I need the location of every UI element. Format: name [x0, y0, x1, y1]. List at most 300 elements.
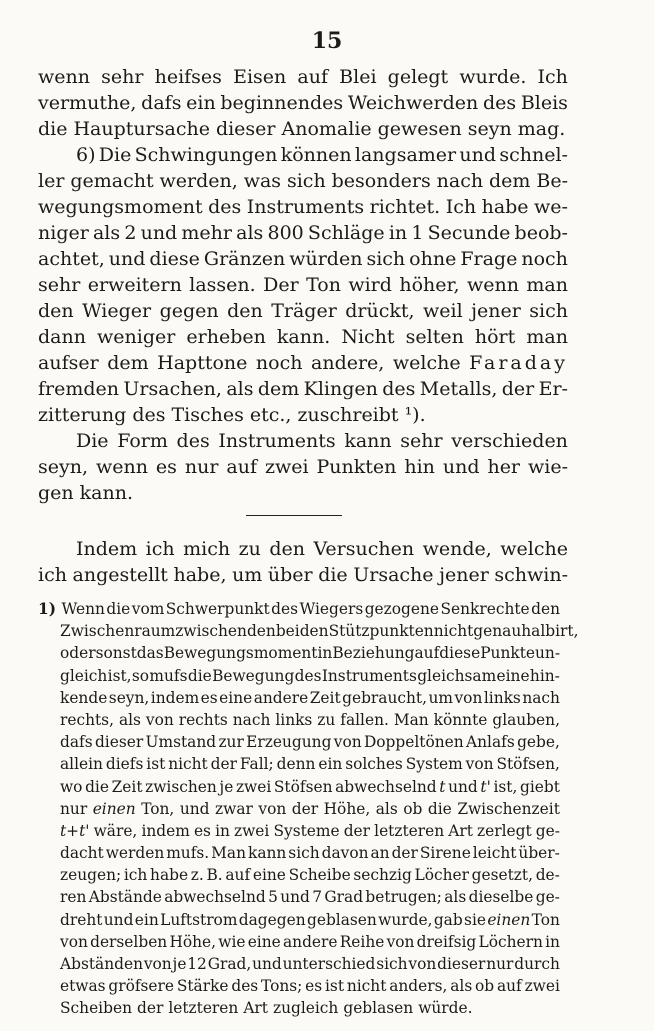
word: Ton: [306, 274, 341, 296]
word: nicht: [168, 755, 208, 774]
word: mehr: [181, 222, 232, 244]
word: eine: [219, 688, 253, 707]
word: sechzig: [353, 866, 412, 885]
word: ein: [186, 92, 216, 114]
word: nur: [60, 799, 88, 818]
word: von: [465, 755, 494, 774]
word: ohne: [409, 248, 457, 270]
word: Wiegers: [299, 600, 364, 618]
word: sich: [376, 955, 408, 973]
word: Art: [243, 999, 268, 1018]
word: richtet.: [369, 196, 441, 218]
word: würden: [289, 248, 363, 270]
word: Sirene: [419, 844, 471, 863]
text-line: [38, 90, 568, 116]
word: links: [483, 688, 521, 707]
word: würde.: [418, 999, 473, 1018]
word: ob: [475, 977, 495, 996]
word: Ton,: [141, 799, 175, 818]
word: nach: [436, 170, 484, 192]
word: nur: [486, 955, 514, 973]
word: jener: [439, 564, 489, 586]
text-line: [38, 116, 568, 142]
word: der: [343, 821, 371, 840]
word: des: [294, 666, 322, 685]
word: dieselbe: [468, 888, 534, 907]
word: den: [38, 300, 74, 322]
word: hin-: [529, 666, 560, 685]
text-line: [38, 480, 568, 506]
word: letzteren: [168, 999, 239, 1018]
word: den: [246, 622, 276, 641]
word: besonders: [331, 170, 431, 192]
word: vom: [131, 600, 165, 618]
word: Ton: [531, 910, 560, 929]
word: zwar: [215, 799, 253, 818]
word: erweitern: [87, 274, 182, 296]
word: we-: [534, 196, 568, 218]
word: als: [375, 799, 398, 818]
word: ge-: [535, 821, 560, 840]
word: könnte: [433, 710, 488, 729]
word: Luftstrom: [160, 910, 238, 929]
separator-rule: [246, 515, 342, 516]
text-line: [38, 298, 568, 324]
word: Tons;: [261, 977, 303, 996]
word: wurde,: [378, 910, 433, 929]
word: Versuchen: [313, 538, 415, 560]
word: zu: [238, 538, 261, 560]
word: eine: [247, 932, 281, 951]
word: de-: [535, 866, 560, 885]
word: ler: [38, 170, 65, 192]
word: Die: [76, 430, 109, 452]
word: jener: [471, 300, 521, 322]
word: indem: [150, 688, 200, 707]
word: gab: [433, 910, 463, 929]
footnote-line: [38, 776, 560, 798]
word: wird: [348, 274, 392, 296]
word: einen: [487, 910, 531, 929]
word: Grad: [324, 888, 364, 907]
word: zwei: [524, 977, 560, 996]
word: Wieger: [82, 300, 152, 322]
word: anders,: [389, 977, 448, 996]
footnote-line: [38, 753, 560, 775]
word: nur: [184, 456, 219, 478]
word: t': [480, 777, 491, 796]
word: die: [318, 564, 348, 586]
footnote-line: [38, 687, 560, 709]
word: Gränzen: [203, 248, 286, 270]
word: auf: [496, 977, 522, 996]
word: Ursache: [353, 564, 434, 586]
word: in: [215, 821, 230, 840]
word: von: [258, 799, 287, 818]
word: sehr: [38, 274, 81, 296]
word: hin: [404, 456, 435, 478]
word: vermuthe,: [38, 92, 137, 114]
word: Löcher: [414, 866, 469, 885]
word: Bleis: [520, 92, 568, 114]
word: sich: [288, 844, 320, 863]
word: Tisches: [171, 404, 244, 426]
word: sich: [529, 300, 568, 322]
word: sie: [464, 910, 486, 929]
word: rechts: [178, 710, 228, 729]
word: Abständen: [60, 955, 144, 973]
word: es: [305, 977, 323, 996]
word: indem: [141, 821, 190, 840]
word: selten: [405, 326, 464, 348]
text-line: [38, 350, 568, 376]
word: und: [108, 248, 146, 270]
word: dafs: [60, 733, 93, 752]
word: drückt,: [345, 300, 415, 322]
footnote-line: [38, 931, 560, 953]
word: Träger: [271, 300, 337, 322]
section-separator: [246, 509, 342, 523]
word: ist,: [107, 666, 132, 685]
word: von: [145, 710, 174, 729]
word: Der: [263, 274, 299, 296]
text-line: [38, 168, 568, 194]
footnote-line: [38, 886, 560, 908]
word: angestellt: [72, 564, 168, 586]
word: wie: [218, 932, 246, 951]
body-text-continued: [38, 536, 568, 588]
word: werden,: [159, 170, 238, 192]
word: Klingen: [303, 378, 378, 400]
word: man: [526, 326, 568, 348]
word: als: [226, 378, 254, 400]
word: des: [132, 404, 166, 426]
word: dreht: [60, 910, 103, 929]
word: seyn,: [38, 456, 89, 478]
word: Punkten: [316, 456, 397, 478]
word: wie-: [527, 456, 568, 478]
word: dieser: [437, 955, 486, 973]
text-line: [38, 142, 568, 168]
word: zwei: [235, 777, 272, 796]
word: Zeit: [111, 777, 143, 796]
word: Frage: [460, 248, 518, 270]
word: so: [131, 666, 150, 685]
word: zwischen: [175, 622, 247, 641]
footnote-line: [38, 798, 560, 820]
text-line: [38, 376, 568, 402]
word: die: [106, 600, 131, 618]
word: ich: [38, 564, 67, 586]
word: den: [269, 538, 305, 560]
word: welche: [392, 352, 461, 374]
word: von: [333, 733, 362, 752]
word: dafs: [141, 92, 182, 114]
text-line: [38, 246, 568, 272]
word: der: [391, 844, 418, 863]
word: ist: [325, 977, 345, 996]
footnote-line: [38, 997, 560, 1019]
word: andere,: [311, 352, 385, 374]
word: den: [531, 600, 560, 618]
word: Höhe,: [169, 932, 217, 951]
word: fallen.: [340, 710, 389, 729]
word: Grad,: [207, 955, 252, 973]
word: Umstand: [145, 733, 217, 752]
word: Ich: [445, 196, 477, 218]
word: dem: [489, 170, 531, 192]
word: Fall;: [239, 755, 274, 774]
word: Be-: [536, 170, 568, 192]
text-line: [38, 536, 568, 562]
word: gewesen: [377, 118, 462, 140]
word: und: [103, 910, 134, 929]
text-line: [38, 402, 568, 428]
word: auf: [414, 644, 440, 663]
word: etwas: [60, 977, 106, 996]
word: gezogene: [364, 600, 440, 618]
word: Löchern: [478, 932, 543, 951]
word: Erzeugung: [246, 733, 332, 752]
word: Punkte: [480, 644, 535, 663]
word: wenn: [38, 66, 90, 88]
footnote-marker: 1): [38, 600, 56, 618]
word: zwei: [264, 456, 309, 478]
word: Scheibe: [288, 866, 351, 885]
word: Art: [448, 821, 473, 840]
body-text: [38, 64, 568, 506]
word: wo: [60, 777, 83, 796]
word: werden: [105, 844, 165, 863]
word: Wenn: [61, 600, 105, 618]
word: wegungsmoment: [38, 196, 203, 218]
word: sehr: [101, 66, 144, 88]
word: letzteren: [374, 821, 445, 840]
word: abwechselnd: [335, 777, 437, 796]
text-line: [38, 64, 568, 90]
word: Die: [98, 144, 132, 166]
word: der: [501, 378, 535, 400]
word: Bewegungsmoment: [163, 644, 318, 663]
word: ¹).: [404, 404, 426, 426]
word: welche: [500, 538, 568, 560]
word: wenn: [466, 274, 519, 296]
word: genau: [473, 622, 522, 641]
footnote-line: [38, 975, 560, 997]
word: links: [275, 710, 313, 729]
word: nicht: [346, 977, 387, 996]
word: auf: [225, 866, 251, 885]
word: gleichsam: [417, 666, 497, 685]
word: einen: [92, 799, 136, 818]
word: von: [454, 688, 483, 707]
word: mufs.: [166, 844, 210, 863]
word: ge-: [535, 888, 560, 907]
word: davon: [321, 844, 369, 863]
word: Secunde: [427, 222, 511, 244]
word: unterschied: [282, 955, 376, 973]
word: und: [459, 144, 497, 166]
word: B.: [206, 866, 223, 885]
word: un-: [535, 644, 561, 663]
word: mufs: [149, 666, 188, 685]
word: dem: [107, 352, 149, 374]
word: etc.,: [249, 404, 292, 426]
page-number: 15: [311, 28, 343, 54]
word: an: [370, 844, 390, 863]
word: Schwingungen: [134, 144, 278, 166]
word: Senkrechte: [440, 600, 530, 618]
word: es: [155, 456, 177, 478]
word: Man: [393, 710, 429, 729]
word: Weichwerden: [347, 92, 479, 114]
word: wurde.: [459, 66, 527, 88]
word: kann.: [276, 326, 331, 348]
word: leicht: [472, 844, 517, 863]
word: geblasen: [306, 910, 377, 929]
word: ren: [60, 888, 87, 907]
word: fremden: [38, 378, 120, 400]
footnote-line: [38, 620, 579, 642]
word: solches: [345, 755, 403, 774]
word: hört: [474, 326, 516, 348]
word: diese: [149, 248, 200, 270]
word: System: [405, 755, 463, 774]
word: wende,: [422, 538, 492, 560]
word: von: [408, 955, 437, 973]
word: verschieden: [451, 430, 568, 452]
word: dreifsig: [416, 932, 477, 951]
word: von: [386, 932, 415, 951]
word: den: [227, 300, 263, 322]
word: und: [140, 222, 178, 244]
word: Beziehung: [332, 644, 415, 663]
text-line: [38, 454, 568, 480]
word: zwischen: [145, 777, 217, 796]
word: heifses: [154, 66, 222, 88]
word: rechts,: [60, 710, 114, 729]
word: die: [38, 118, 68, 140]
word: beob-: [514, 222, 568, 244]
word: dieser: [94, 733, 144, 752]
word: eine: [252, 866, 286, 885]
word: die: [85, 777, 109, 796]
word: je: [172, 955, 187, 973]
text-line: [38, 562, 568, 588]
word: Instruments: [321, 666, 417, 685]
word: Systeme: [273, 821, 340, 840]
word: langsamer: [354, 144, 457, 166]
word: durch: [514, 955, 560, 973]
word: Stärke: [176, 977, 229, 996]
word: denn: [276, 755, 316, 774]
word: noch: [521, 248, 568, 270]
word: zerlegt: [477, 821, 532, 840]
word: die: [427, 799, 452, 818]
footnote: [38, 598, 579, 1020]
word: zitterung: [38, 404, 127, 426]
word: Reihe: [339, 932, 385, 951]
word: ist: [146, 755, 166, 774]
word: zuschreibt: [297, 404, 399, 426]
word: die: [187, 666, 212, 685]
word: nach: [522, 688, 560, 707]
word: Metalls,: [419, 378, 498, 400]
word: wenn: [95, 456, 148, 478]
word: als: [236, 222, 264, 244]
word: auf: [297, 66, 329, 88]
footnote-line: [38, 731, 560, 753]
word: dann: [38, 326, 86, 348]
word: 5: [268, 888, 278, 907]
word: 7: [312, 888, 323, 907]
word: je: [219, 777, 234, 796]
word: Stöfsen,: [496, 755, 560, 774]
word: Instruments: [246, 196, 365, 218]
word: Instruments: [218, 430, 336, 452]
word: ich: [123, 866, 148, 885]
word: Ursachen,: [123, 378, 222, 400]
word: um: [232, 564, 263, 586]
word: Anlafs: [466, 733, 515, 752]
word: dieser: [215, 118, 276, 140]
word: glauben,: [492, 710, 560, 729]
word: allein: [60, 755, 103, 774]
word: gebe,: [517, 733, 560, 752]
word: weil: [423, 300, 463, 322]
word: Eisen: [233, 66, 287, 88]
word: des: [208, 196, 242, 218]
word: niger: [38, 222, 89, 244]
word: Er-: [538, 378, 568, 400]
word: Faraday: [469, 352, 568, 374]
word: Blei: [339, 66, 377, 88]
word: mich: [183, 538, 231, 560]
word: Scheiben: [60, 999, 132, 1018]
word: und: [280, 888, 310, 907]
word: wäre,: [93, 821, 138, 840]
word: ob: [403, 799, 423, 818]
word: betrugen;: [365, 888, 442, 907]
word: beginnendes: [220, 92, 344, 114]
word: gleich: [60, 666, 108, 685]
word: in: [545, 932, 560, 951]
word: was: [243, 170, 282, 192]
word: gen: [38, 482, 74, 504]
word: dem: [257, 378, 300, 400]
word: des: [482, 92, 517, 114]
footnote-line: [38, 842, 560, 864]
word: des: [176, 430, 210, 452]
text-line: [38, 324, 568, 350]
word: andere: [253, 688, 309, 707]
word: über: [267, 564, 313, 586]
word: seyn: [467, 118, 512, 140]
word: weniger: [97, 326, 176, 348]
word: 2: [124, 222, 137, 244]
word: des: [382, 378, 416, 400]
word: um: [428, 688, 453, 707]
footnote-line: [38, 665, 560, 687]
word: nicht: [433, 622, 474, 641]
word: Zwischenraum: [60, 622, 176, 641]
footnote-line: [38, 642, 560, 664]
word: und: [448, 777, 478, 796]
word: zur: [218, 733, 244, 752]
footnote-line: [38, 598, 560, 620]
word: schnel-: [499, 144, 568, 166]
word: 800: [267, 222, 304, 244]
